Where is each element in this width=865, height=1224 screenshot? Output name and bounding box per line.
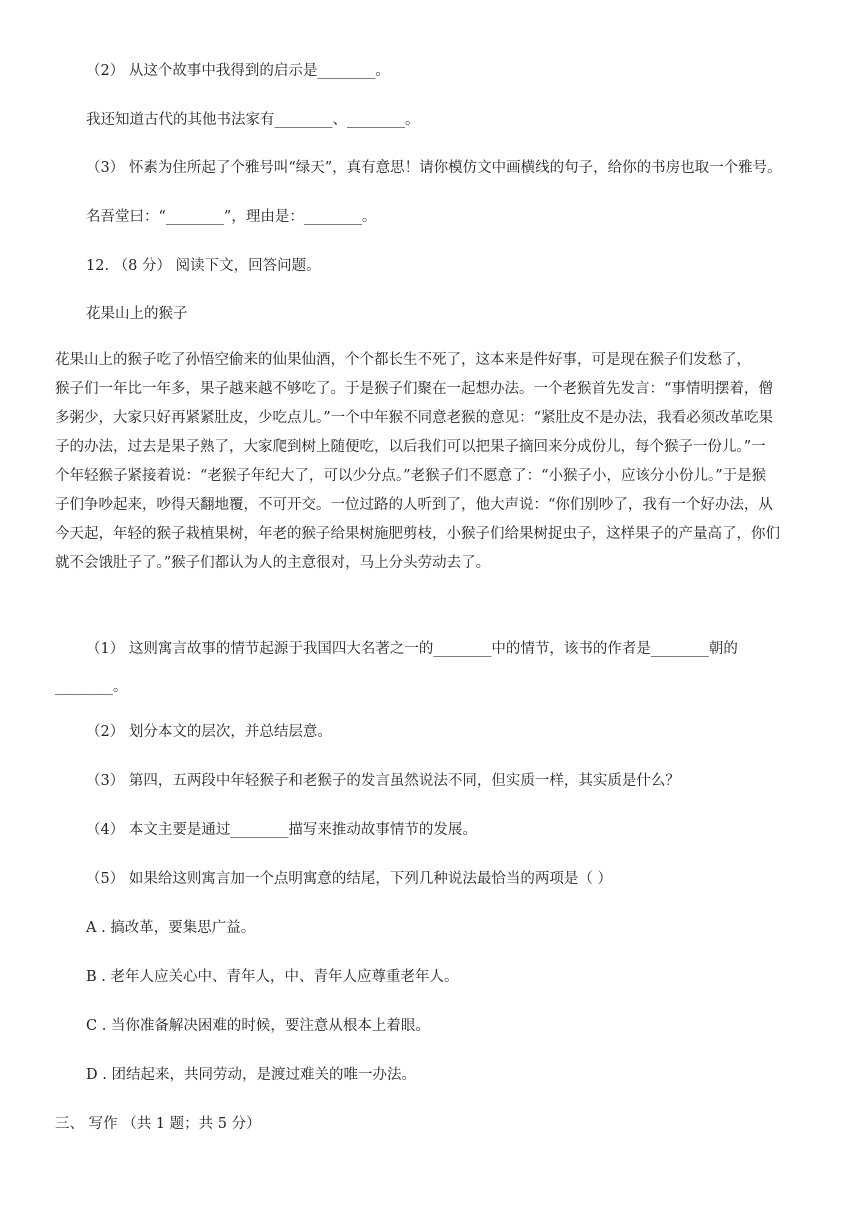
- q12-part2: （2） 划分本文的层次，并总结层意。: [86, 724, 332, 740]
- q12-header: 12. （8 分） 阅读下文，回答问题。: [86, 258, 321, 274]
- option-d: D . 团结起来，共同劳动，是渡过难关的唯一办法。: [86, 1067, 416, 1083]
- q11-part2-calligraphers: 我还知道古代的其他书法家有________、________。: [86, 112, 420, 128]
- q12-part3: （3） 第四，五两段中年轻猴子和老猴子的发言虽然说法不同，但实质一样，其实质是什么？: [86, 773, 680, 789]
- story-line: 就不会饿肚子了。”猴子们都认为人的主意很对，马上分头劳动去了。: [55, 555, 491, 571]
- q11-part2: （2） 从这个故事中我得到的启示是________。: [86, 63, 390, 79]
- story-paragraph: [55, 346, 815, 578]
- story-line: 花果山上的猴子吃了孙悟空偷来的仙果仙酒，个个都长生不死了，这本来是件好事，可是现在猴子们发愁了，: [55, 352, 751, 368]
- story-title: 花果山上的猴子: [86, 306, 188, 322]
- story-line: 今天起，年轻的猴子栽植果树，年老的猴子给果树施肥剪枝，小猴子们给果树捉虫子，这样果子的产量高了，你们: [55, 526, 780, 542]
- q12-part4: （4） 本文主要是通过________描写来推动故事情节的发展。: [86, 822, 477, 838]
- story-line: 多粥少，大家只好再紧紧肚皮，少吃点儿。”一个中年猴不同意老猴的意见：“紧肚皮不是办法，我看必须改革吃果: [55, 410, 774, 426]
- section-3-heading: 三、 写作 （共 1 题；共 5 分）: [55, 1116, 261, 1132]
- option-b: B . 老年人应关心中、青年人，中、青年人应尊重老年人。: [86, 969, 459, 985]
- story-line: 猴子们一年比一年多，果子越来越不够吃了。于是猴子们聚在一起想办法。一个老猴首先发言：“事情明摆着，僧: [55, 381, 773, 397]
- option-c: C . 当你准备解决困难的时候，要注意从根本上着眼。: [86, 1018, 430, 1034]
- option-a: A . 搞改革，要集思广益。: [86, 920, 256, 936]
- q11-part3-name-answer: 名吾堂曰：“________”，理由是：________。: [86, 209, 377, 225]
- q12-part1-continued: ________。: [55, 679, 128, 695]
- story-line: 子的办法，过去是果子熟了，大家爬到树上随便吃，以后我们可以把果子摘回来分成份儿，每个猴子一份儿。”一: [55, 439, 766, 455]
- q12-part1: （1） 这则寓言故事的情节起源于我国四大名著之一的________中的情节，该书的作者是________朝的: [86, 641, 738, 657]
- story-line: 子们争吵起来，吵得天翻地覆，不可开交。一位过路的人听到了，他大声说：“你们别吵了，我有一个好办法，从: [55, 497, 773, 513]
- q12-part5: （5） 如果给这则寓言加一个点明寓意的结尾，下列几种说法最恰当的两项是（ ）: [86, 871, 612, 887]
- story-line: 个年轻猴子紧接着说：“老猴子年纪大了，可以少分点。”老猴子们不愿意了：“小猴子小，应该分小份儿。”于是猴: [55, 468, 767, 484]
- q11-part3: （3） 怀素为住所起了个雅号叫“绿天”，真有意思！请你模仿文中画横线的句子，给你的书房也取一个雅号。: [86, 160, 782, 176]
